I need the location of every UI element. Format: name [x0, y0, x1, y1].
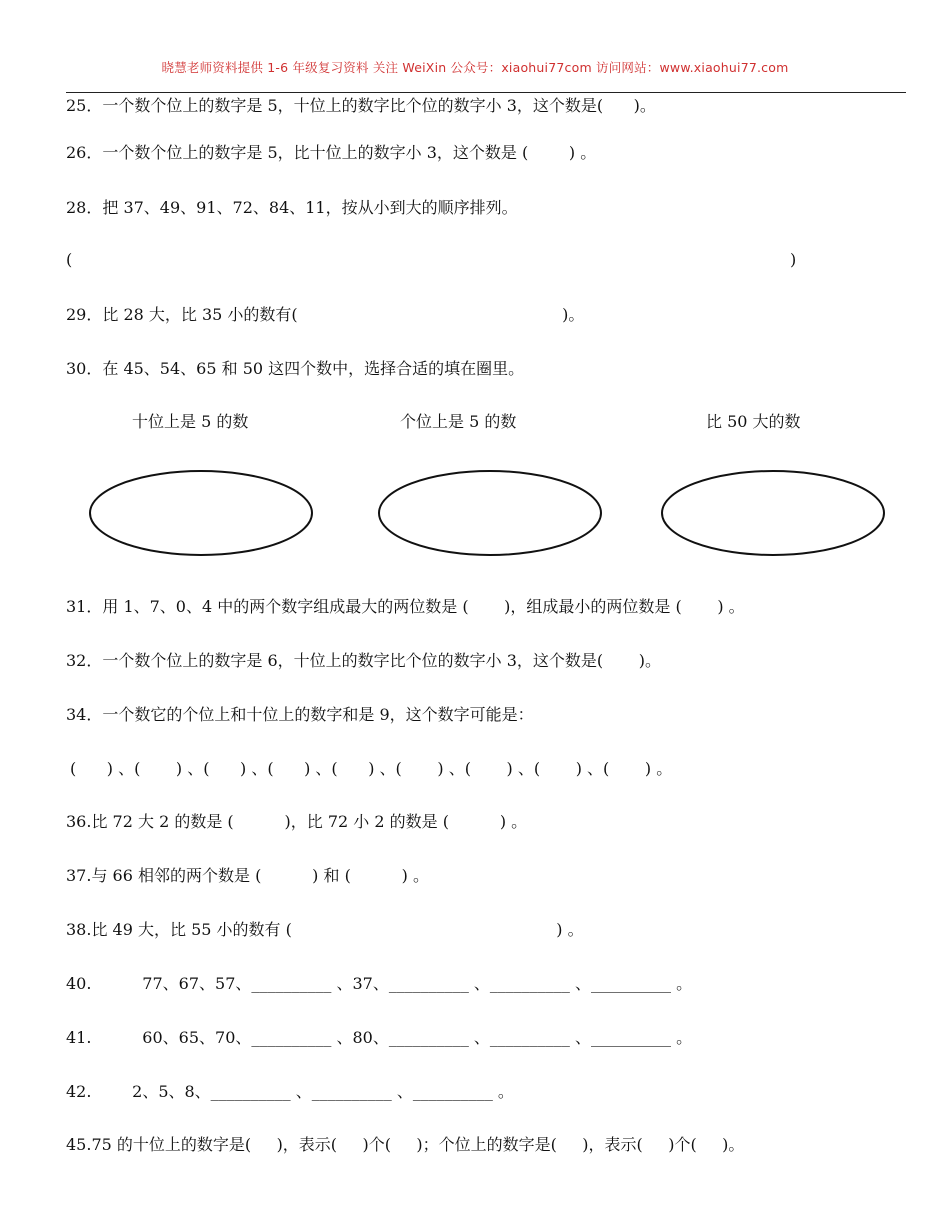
answer-oval-3[interactable]: [662, 471, 884, 555]
question-40: 40. 77、67、57、__________ 、37、__________ 、__________ 、__________ 。: [66, 974, 693, 993]
question-25: 25．一个数个位上的数字是 5，十位上的数字比个位的数字小 3，这个数是( )。: [66, 96, 656, 115]
answer-ovals: [0, 460, 950, 570]
question-36: 36.比 72 大 2 的数是 ( )，比 72 小 2 的数是 ( ) 。: [66, 812, 528, 831]
question-28: 28．把 37、49、91、72、84、11，按从小到大的顺序排列。: [66, 198, 518, 217]
question-31: 31．用 1、7、0、4 中的两个数字组成最大的两位数是 ( )，组成最小的两位数是 ( ) 。: [66, 597, 745, 616]
question-42: 42. 2、5、8、__________ 、__________ 、__________ 。: [66, 1082, 514, 1101]
oval-label-tens-five: 十位上是 5 的数: [132, 412, 249, 431]
answer-oval-2[interactable]: [379, 471, 601, 555]
oval-label-ones-five: 个位上是 5 的数: [400, 412, 517, 431]
answer-oval-1[interactable]: [90, 471, 312, 555]
question-41: 41. 60、65、70、__________ 、80、__________ 、__________ 、__________ 。: [66, 1028, 693, 1047]
watermark-header: 晓慧老师资料提供 1-6 年级复习资料 关注 WeiXin 公众号：xiaohui77com 访问网站：www.xiaohui77.com: [161, 60, 789, 75]
question-37: 37.与 66 相邻的两个数是 ( ) 和 ( ) 。: [66, 866, 430, 885]
question-29: 29．比 28 大，比 35 小的数有( )。: [66, 305, 585, 324]
question-28-answer-close: ): [790, 250, 797, 269]
question-34: 34．一个数它的个位上和十位上的数字和是 9，这个数字可能是：: [66, 705, 534, 724]
question-34-blanks: ( ) 、( ) 、( ) 、( ) 、( ) 、( ) 、( ) 、( ) 、( ) 。: [70, 759, 673, 778]
question-26: 26．一个数个位上的数字是 5，比十位上的数字小 3，这个数是 ( ) 。: [66, 143, 597, 162]
question-45: 45.75 的十位上的数字是( )，表示( )个( )；个位上的数字是( )，表示( )个( )。: [66, 1135, 745, 1154]
oval-label-greater-fifty: 比 50 大的数: [706, 412, 801, 431]
question-32: 32．一个数个位上的数字是 6，十位上的数字比个位的数字小 3，这个数是( )。: [66, 651, 661, 670]
question-28-answer-open: (: [66, 250, 73, 269]
header-rule: [66, 92, 906, 93]
question-38: 38.比 49 大，比 55 小的数有 ( ) 。: [66, 920, 584, 939]
question-30: 30．在 45、54、65 和 50 这四个数中，选择合适的填在圈里。: [66, 359, 525, 378]
